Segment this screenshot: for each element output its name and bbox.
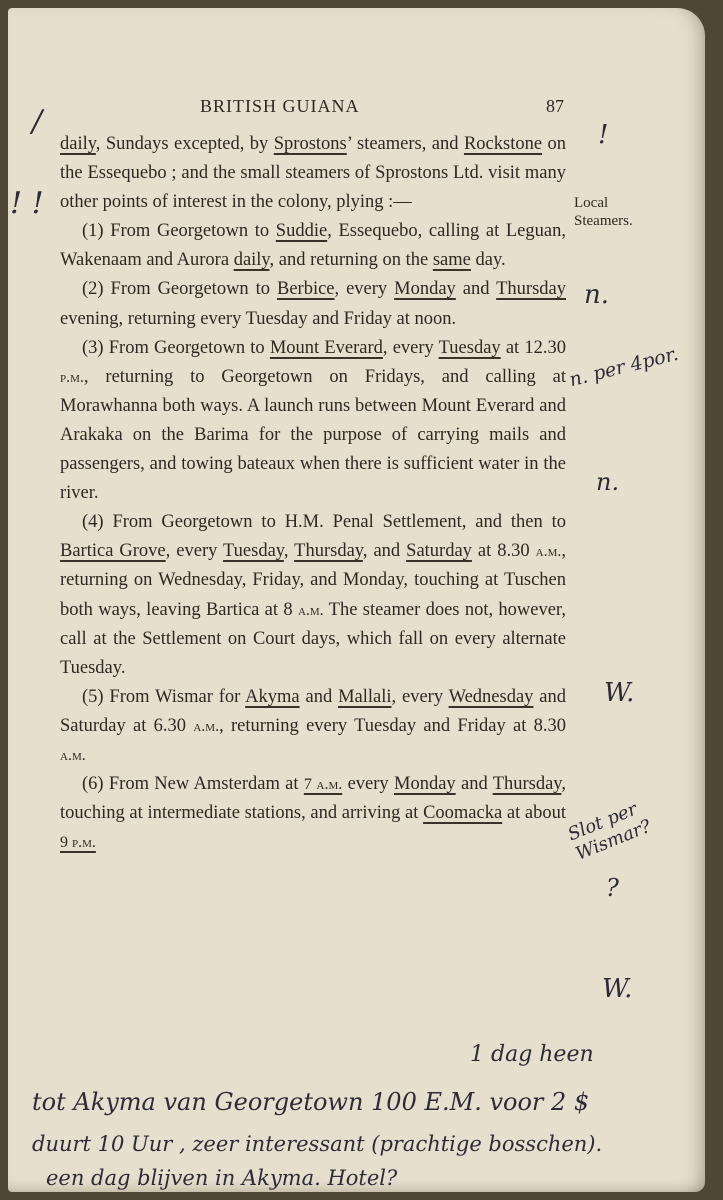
text-run: , every	[334, 279, 395, 300]
handwritten-margin-mark: n. per 4por.	[566, 342, 681, 392]
handwritten-note-line: duurt 10 Uur , zeer interessant (prachtige bosschen).	[32, 1132, 603, 1156]
small-caps-text: p.m.	[60, 368, 84, 386]
text-run: (4) From Georgetown to H.M. Penal Settlement, and then to	[82, 512, 566, 533]
underlined-text: Thursday	[496, 279, 566, 300]
text-run: evening, returning every Tuesday and Friday at noon.	[60, 308, 457, 329]
underlined-text: Mallali	[338, 686, 392, 707]
handwritten-margin-mark: W.	[602, 974, 633, 1004]
text-run: , and	[362, 541, 407, 562]
underlined-text: 9 p.m.	[60, 834, 96, 852]
handwritten-note-line: een dag blijven in Akyma. Hotel?	[46, 1166, 398, 1190]
underlined-text: Tuesday	[438, 337, 501, 358]
underlined-text: daily	[60, 134, 96, 154]
underlined-text: Berbice	[276, 279, 335, 300]
text-run: , Essequebo, calling at Leguan, Wakenaam and Aurora	[60, 221, 566, 271]
handwritten-margin-mark: n.	[584, 280, 610, 310]
small-caps-text: a.m.	[535, 543, 562, 561]
text-run: and	[455, 774, 493, 795]
paragraph-route-2	[60, 275, 566, 333]
underlined-text: Coomacka	[423, 803, 503, 824]
text-run: at about	[502, 803, 567, 824]
text-run: , every	[165, 541, 224, 562]
text-run: ,	[283, 541, 295, 562]
text-run: (6) From New Amsterdam at	[82, 774, 304, 795]
handwritten-note-line: tot Akyma van Georgetown 100 E.M. voor 2 $	[32, 1088, 590, 1116]
paragraph-route-6	[60, 770, 566, 857]
text-run: , every	[382, 337, 439, 358]
text-run: , and returning on the	[269, 250, 433, 271]
small-caps-text: a.m.	[60, 746, 86, 764]
body-text	[60, 130, 566, 857]
text-run: every	[342, 774, 394, 795]
underlined-text: Rockstone	[463, 134, 543, 154]
text-run: , returning on Wednesday, Friday, and Monday, touching at Tuschen both ways, leaving Bartica at 8	[60, 541, 567, 620]
underlined-text: Monday	[394, 774, 456, 795]
text-run: (5) From Wismar for	[82, 686, 246, 707]
handwritten-margin-mark: W.	[604, 678, 635, 708]
paragraph-route-5	[60, 683, 566, 770]
book-page	[8, 8, 705, 1192]
handwritten-margin-mark: n.	[596, 468, 620, 496]
handwritten-margin-mark: Slot per Wismar?	[564, 798, 655, 865]
underlined-text: Saturday	[406, 541, 472, 562]
underlined-text: same	[432, 250, 471, 271]
paragraph-intro	[60, 130, 566, 217]
underlined-text: Thursday	[492, 774, 562, 795]
underlined-text: Bartica Grove	[60, 541, 166, 562]
page-header	[60, 88, 566, 122]
text-run: (1) From Georgetown to	[82, 221, 276, 242]
text-run: , touching at intermediate stations, and arriving at	[60, 774, 566, 824]
underlined-text: Sprostons	[273, 134, 347, 154]
underlined-text: Thursday	[294, 541, 363, 562]
text-run: and	[455, 279, 497, 300]
page-number: 87	[546, 96, 564, 116]
underlined-text: Wednesday	[448, 686, 534, 707]
small-caps-text: a.m.	[193, 717, 220, 735]
side-note-line: Local	[574, 195, 609, 211]
text-run: The steamer does not, however, call at the Settlement on Court days, which fall on every alternate Tuesday.	[60, 599, 566, 678]
text-run: and Saturday at 6.30	[60, 686, 567, 736]
underlined-text: Suddie	[275, 221, 328, 242]
running-head: BRITISH GUIANA	[200, 96, 360, 116]
underlined-text: Monday	[394, 279, 456, 300]
text-run: (3) From Georgetown to	[82, 337, 270, 358]
underlined-text: 7 a.m.	[303, 776, 343, 794]
handwritten-margin-mark: ?	[606, 874, 619, 902]
underlined-text: Akyma	[245, 686, 300, 707]
side-note	[574, 194, 633, 230]
text-run: at 8.30	[471, 541, 536, 562]
text-run: on the Essequebo ; and the small steamers of Sprostons Ltd. visit many other points of interest in the colony, plying :—	[60, 134, 567, 213]
small-caps-text: a.m.	[297, 601, 324, 619]
text-run: , every	[391, 686, 449, 707]
underlined-text: Mount Everard	[269, 337, 383, 358]
handwritten-margin-mark: /	[32, 104, 43, 139]
text-run: , Sundays excepted, by	[95, 134, 274, 154]
text-run: and	[299, 686, 339, 707]
handwritten-margin-mark: !	[598, 120, 609, 150]
text-run: at 12.30	[500, 337, 566, 358]
text-run: day.	[470, 250, 506, 271]
paragraph-route-4	[60, 508, 566, 683]
text-run: (2) From Georgetown to	[82, 279, 277, 300]
paragraph-route-3	[60, 334, 566, 509]
text-run: , returning every Tuesday and Friday at 8.30	[219, 715, 566, 736]
handwritten-margin-mark: ! !	[10, 186, 44, 221]
underlined-text: Tuesday	[223, 541, 284, 562]
underlined-text: daily	[233, 250, 270, 271]
side-note-line: Steamers.	[574, 213, 633, 229]
text-run: , returning to Georgetown on Fridays, and calling at Morawhanna both ways. A launch runs between Mount Everard and Arakaka on the Barima for the purpose of carrying mails and passengers, and towing bateaux when there is sufficient water in the river.	[60, 366, 566, 504]
handwritten-note-line: 1 dag heen	[470, 1042, 594, 1067]
text-run: ’ steamers, and	[346, 134, 464, 154]
paragraph-route-1	[60, 217, 566, 275]
